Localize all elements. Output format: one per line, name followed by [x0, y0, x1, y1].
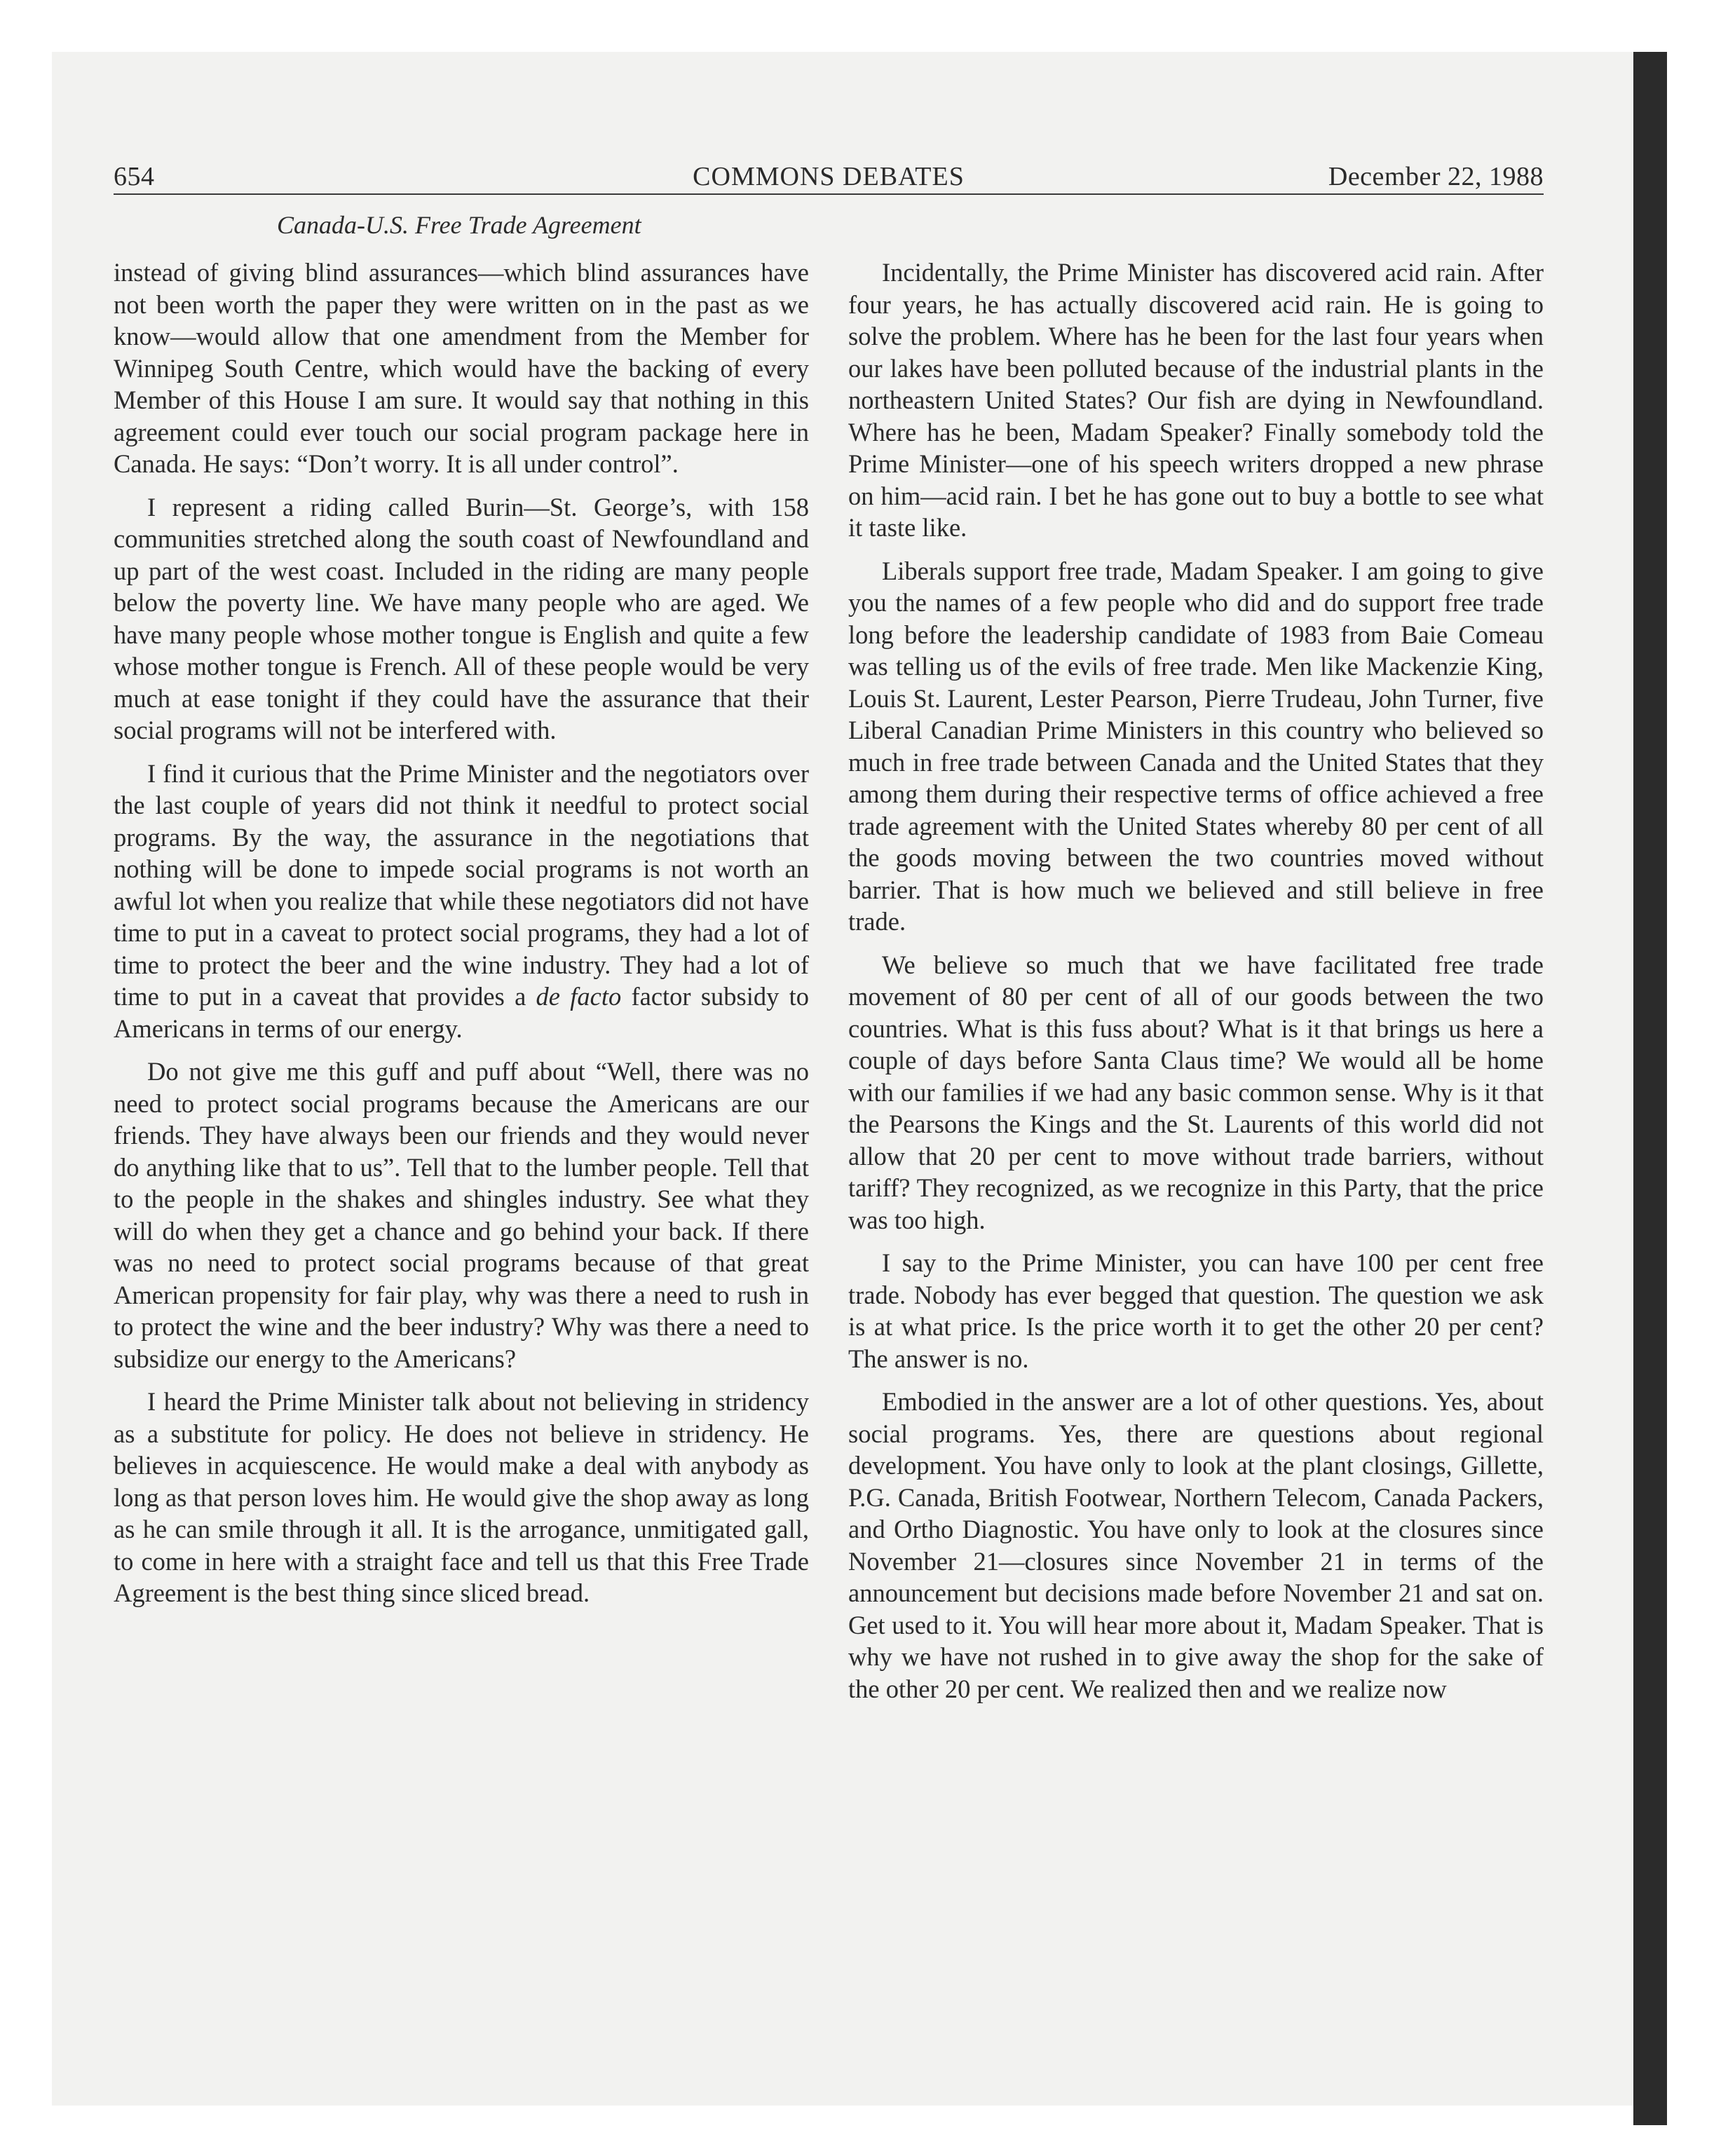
paragraph: I represent a riding called Burin—St. George’s, with 158 communities stretched along the south coast of Newfoundland and up part of the west coast. Included in the riding are many people below the poverty line. We have many people who are aged. We have many people whose mother tongue is English and quite a few whose mother tongue is French. All of these people would be very much at ease tonight if they could have the assurance that their social programs will not be interfered with.: [114, 492, 809, 744]
paragraph: [114, 758, 809, 1045]
paragraph: I heard the Prime Minister talk about not believing in stridency as a substitute for policy. He does not believe in stridency. He believes in acquiescence. He would make a deal with anybody as long as that person loves him. He would give the shop away as long as he can smile through it all. It is the arrogance, unmitigated gall, to come in here with a straight face and tell us that this Free Trade Agreement is the best thing since sliced bread.: [114, 1387, 809, 1607]
right-column: [848, 257, 1544, 1716]
italic-term: de facto: [536, 982, 622, 1011]
paragraph: I say to the Prime Minister, you can have 100 per cent free trade. Nobody has ever begged that question. The question we ask is at what price. Is the price worth it to get the other 20 per cent? The answer is no.: [848, 1248, 1544, 1373]
text-run: factor subsidy to Americans in terms of our energy.: [114, 982, 810, 1043]
paragraph: Do not give me this guff and puff about “Well, there was no need to protect social programs because the Americans are our friends. They have always been our friends and they would never do anything like that to us”. Tell that to the lumber people. Tell that to the people in the shakes and shingles industry. See what they will do when they get a chance and go behind your back. If there was no need to protect social programs because of that great American propensity for fair play, why was there a need to rush in to protect the wine and the beer industry? Why was there a need to subsidize our energy to the Americans?: [114, 1057, 809, 1373]
text-run: I find it curious that the Prime Minister and the negotiators over the last couple of years did not think it needful to protect social programs. By the way, the assurance in the negotiations that nothing will be done to impede social programs is not worth an awful lot when you realize that while these negotiators did not have time to put in a caveat to protect social programs, they had a lot of time to protect the beer and the wine industry. They had a lot of time to put in a caveat that provides a: [114, 758, 809, 1011]
publication-date: December 22, 1988: [1328, 162, 1544, 191]
paragraph: We believe so much that we have facilitated free trade movement of 80 per cent of all of our goods between the two countries. What is this fuss about? What is it that brings us here a couple of days before Santa Claus time? We would all be home with our families if we had any basic common sense. Why is it that the Pearsons the Kings and the St. Laurents of this world did not allow that 20 per cent to move without trade barriers, without tariff? They recognized, as we recognize in this Party, that the price was too high.: [848, 950, 1544, 1234]
page-number: 654: [114, 162, 155, 191]
publication-title: COMMONS DEBATES: [693, 162, 965, 191]
scan-edge-shadow: [1633, 52, 1667, 2125]
header-rule: [114, 193, 1544, 195]
paragraph: Liberals support free trade, Madam Speaker. I am going to give you the names of a few people who did and do support free trade long before the leadership candidate of 1983 from Baie Comeau was telling us of the evils of free trade. Men like Mackenzie King, Louis St. Laurent, Lester Pearson, Pierre Trudeau, John Turner, five Liberal Canadian Prime Ministers in this country who believed so much in free trade between Canada and the United States that they among them during their respective terms of office achieved a free trade agreement with the United States whereby 80 per cent of all the goods moving between the two countries moved without barrier. That is how much we believed and still believe in free trade.: [848, 556, 1544, 936]
running-head: Canada-U.S. Free Trade Agreement: [277, 211, 641, 239]
paragraph: Incidentally, the Prime Minister has discovered acid rain. After four years, he has actually discovered acid rain. He is going to solve the problem. Where has he been for the last four years when our lakes have been polluted because of the industrial plants in the northeastern United States? Our fish are dying in Newfoundland. Where has he been, Madam Speaker? Finally somebody told the Prime Minister—one of his speech writers dropped a new phrase on him—acid rain. I bet he has gone out to buy a bottle to see what it taste like.: [848, 258, 1544, 542]
paragraph: Embodied in the answer are a lot of other questions. Yes, about social programs. Yes, there are questions about regional development. You have only to look at the plant closings, Gillette, P.G. Canada, British Footwear, Northern Telecom, Canada Packers, and Ortho Diagnostic. You have only to look at the closures since November 21—closures since November 21 in terms of the announcement but decisions made before November 21 and sat on. Get used to it. You will hear more about it, Madam Speaker. That is why we have not rushed in to give away the shop for the sake of the other 20 per cent. We realized then and we realize now: [848, 1387, 1544, 1703]
left-column: [114, 257, 809, 1621]
paragraph: instead of giving blind assurances—which blind assurances have not been worth the paper they were written on in the past as we know—would allow that one amendment from the Member for Winnipeg South Centre, which would have the backing of every Member of this House I am sure. It would say that nothing in this agreement could ever touch our social program package here in Canada. He says: “Don’t worry. It is all under control”.: [114, 258, 809, 478]
